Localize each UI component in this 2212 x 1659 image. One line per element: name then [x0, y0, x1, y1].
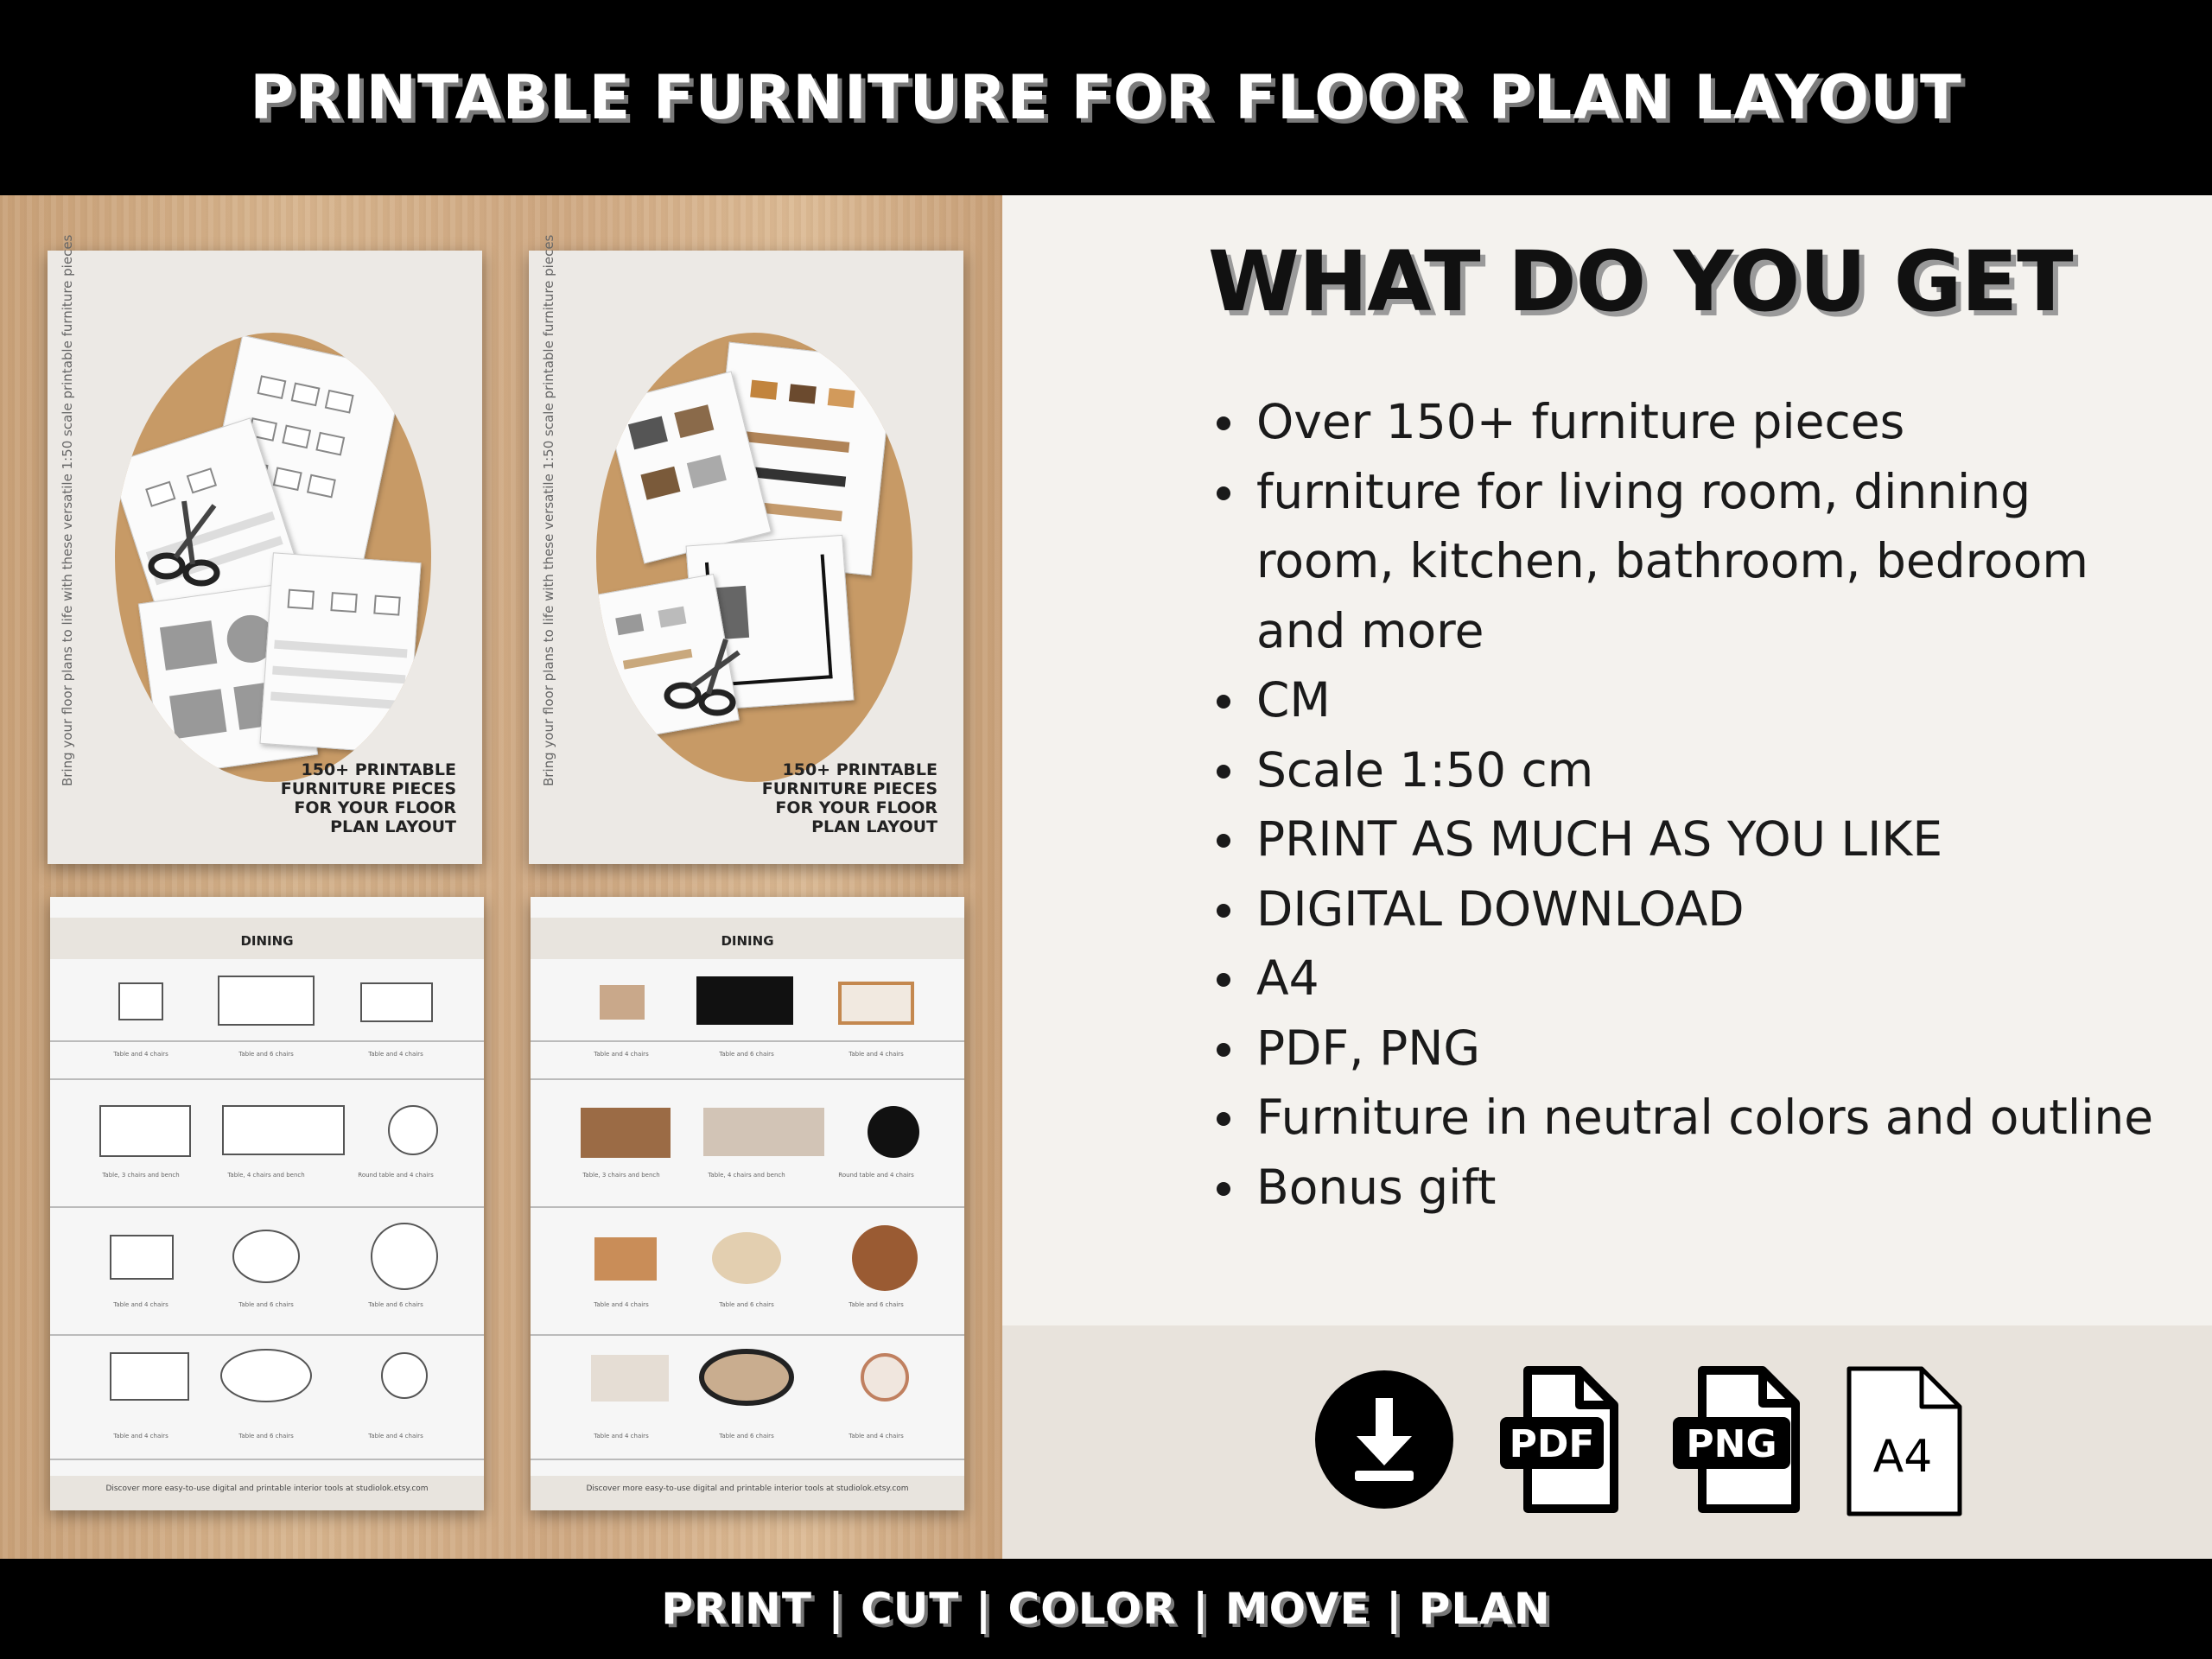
feature-item: DIGITAL DOWNLOAD — [1211, 874, 2179, 944]
furniture-label: Table and 4 chairs — [368, 1051, 423, 1058]
cover-caption: 150+ PRINTABLE FURNITURE PIECES FOR YOUR FLOOR PLAN LAYOUT — [280, 760, 456, 836]
furniture-label: Table and 4 chairs — [113, 1301, 168, 1308]
page-title: PRINTABLE FURNITURE FOR FLOOR PLAN LAYOUT — [250, 62, 1962, 133]
cover-collage-image — [115, 333, 431, 782]
preview-area — [0, 195, 1002, 1559]
feature-item: A4 — [1211, 944, 2179, 1014]
furniture-label: Table and 4 chairs — [849, 1433, 904, 1440]
cover-side-text: Bring your floor plans to life with these versatile 1:50 scale printable furniture pieces — [60, 234, 75, 786]
furniture-label: Table and 4 chairs — [594, 1433, 649, 1440]
cover-collage-image — [596, 333, 912, 782]
feature-item: Scale 1:50 cm — [1211, 735, 2179, 805]
furniture-label: Table and 6 chairs — [368, 1301, 423, 1308]
png-label: PNG — [1686, 1422, 1777, 1466]
scissors-icon — [657, 626, 752, 721]
pdf-label: PDF — [1509, 1422, 1595, 1466]
header-bar — [0, 0, 2212, 195]
furniture-label: Table and 4 chairs — [594, 1051, 649, 1058]
sheet-footer: Discover more easy-to-use digital and printable interior tools at studiolok.etsy.com — [586, 1484, 909, 1493]
furniture-label: Table, 4 chairs and bench — [227, 1172, 305, 1179]
feature-item: CM — [1211, 665, 2179, 735]
furniture-label: Table and 4 chairs — [113, 1433, 168, 1440]
feature-item: PRINT AS MUCH AS YOU LIKE — [1211, 804, 2179, 874]
furniture-label: Table and 6 chairs — [719, 1051, 774, 1058]
furniture-label: Table and 6 chairs — [719, 1301, 774, 1308]
cover-caption: 150+ PRINTABLE FURNITURE PIECES FOR YOUR FLOOR PLAN LAYOUT — [761, 760, 938, 836]
feature-item: furniture for living room, dinning room, kitchen, bathroom, bedroom and more — [1211, 457, 2179, 666]
furniture-label: Table and 4 chairs — [368, 1433, 423, 1440]
cover-side-text: Bring your floor plans to life with these versatile 1:50 scale printable furniture pieces — [541, 234, 556, 786]
feature-list — [1211, 387, 2179, 1222]
section-heading: WHAT DO YOU GET — [1208, 233, 2073, 330]
furniture-label: Table, 3 chairs and bench — [582, 1172, 660, 1179]
feature-item: Over 150+ furniture pieces — [1211, 387, 2179, 457]
dining-sheet-title: DINING — [721, 933, 774, 949]
furniture-label: Table and 6 chairs — [719, 1433, 774, 1440]
png-file-icon — [1668, 1363, 1806, 1519]
dining-sheet-title: DINING — [240, 933, 294, 949]
cover-page-2 — [529, 234, 963, 864]
furniture-label: Table and 4 chairs — [594, 1301, 649, 1308]
dining-sheet-colored — [531, 897, 964, 1510]
footer-tagline: PRINT | CUT | COLOR | MOVE | PLAN — [661, 1584, 1551, 1634]
a4-file-icon — [1844, 1363, 1965, 1519]
feature-item: Bonus gift — [1211, 1153, 2179, 1223]
a4-label: A4 — [1872, 1431, 1933, 1483]
dining-sheet-outline — [50, 897, 484, 1510]
furniture-label: Round table and 4 chairs — [838, 1172, 914, 1179]
format-icons-panel — [1002, 1325, 2212, 1559]
sheet-image — [259, 552, 421, 753]
sheet-footer: Discover more easy-to-use digital and printable interior tools at studiolok.etsy.com — [105, 1484, 429, 1493]
furniture-label: Table and 6 chairs — [849, 1301, 904, 1308]
cover-page-1 — [48, 234, 482, 864]
dining-furniture-colored — [531, 966, 964, 1450]
feature-item: Furniture in neutral colors and outline — [1211, 1083, 2179, 1153]
footer-bar — [0, 1559, 2212, 1659]
furniture-label: Table and 4 chairs — [113, 1051, 168, 1058]
furniture-label: Table, 3 chairs and bench — [102, 1172, 180, 1179]
furniture-label: Table, 4 chairs and bench — [708, 1172, 785, 1179]
dining-furniture-outline — [50, 966, 484, 1450]
furniture-label: Table and 6 chairs — [238, 1433, 294, 1440]
furniture-label: Table and 6 chairs — [238, 1301, 294, 1308]
furniture-label: Table and 4 chairs — [849, 1051, 904, 1058]
furniture-label: Table and 6 chairs — [238, 1051, 294, 1058]
scissors-icon — [141, 497, 236, 592]
download-icon — [1313, 1369, 1455, 1510]
pdf-file-icon — [1493, 1363, 1623, 1519]
feature-item: PDF, PNG — [1211, 1014, 2179, 1084]
furniture-label: Round table and 4 chairs — [358, 1172, 434, 1179]
